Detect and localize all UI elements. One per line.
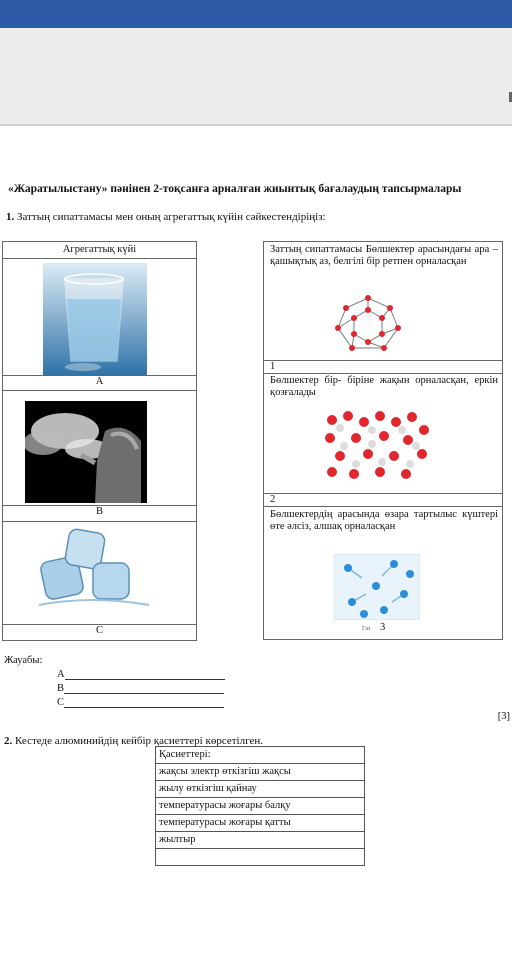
gas-particles-diagram (334, 554, 420, 620)
state-c-label: C (95, 625, 103, 636)
description-1-text: Заттың сипаттамасы Бөлшектер арасындағы ара – қашықтық аз, белгілі бір ретпен орналасқан (270, 244, 498, 267)
state-a-label: A (95, 376, 104, 387)
state-table (2, 241, 197, 641)
properties-table (155, 746, 365, 866)
description-table (263, 241, 503, 640)
solid-lattice-diagram (332, 294, 404, 354)
score-mark: [3] (497, 711, 510, 722)
header-band (0, 28, 512, 126)
question-2-number: 2. (4, 735, 13, 747)
state-table-header: Агрегаттық күйі (3, 242, 196, 259)
description-2-divider (264, 493, 502, 494)
answer-line-a[interactable] (57, 669, 225, 680)
water-glass-image (43, 263, 147, 375)
question-2-text: Кестеде алюминийдің кейбір қасиеттері көрсетілген. (15, 735, 263, 747)
state-a-divider (3, 390, 196, 391)
page-title: «Жаратылыстану» пәнінен 2-тоқсанға арналған жиынтық бағалаудың тапсырмалары (8, 183, 462, 195)
answer-line-b-label: B (57, 683, 65, 694)
top-bar (0, 0, 512, 28)
properties-row: температурасы жоғары балқу (156, 797, 364, 814)
properties-row: жылтыр (156, 831, 364, 848)
properties-row: Қасиеттері: (159, 749, 211, 760)
state-b-divider (3, 521, 196, 522)
liquid-particles-diagram (322, 408, 434, 484)
gas-caption: Газ (362, 626, 371, 632)
ice-cubes-image (31, 525, 153, 613)
properties-row: жылу өткізгіш қайнау (156, 780, 364, 797)
properties-row: жақсы электр өткізгіш жақсы (156, 763, 364, 780)
answer-line-c-label: C (57, 697, 65, 708)
question-1 (6, 211, 326, 223)
description-3-number: 3 (380, 622, 386, 633)
answer-line-c[interactable] (57, 697, 224, 708)
properties-row: температурасы жоғары қатты (156, 814, 364, 831)
answer-line-b[interactable] (57, 683, 224, 694)
description-1-divider (264, 360, 502, 361)
state-b-label: B (95, 506, 103, 517)
answer-line-a-label: A (57, 669, 65, 680)
properties-row (156, 848, 364, 865)
answer-label: Жауабы: (4, 655, 43, 666)
description-1-number: 1 (270, 361, 276, 372)
question-1-text: Заттың сипаттамасы мен оның агрегаттық күйін сәйкестендіріңіз: (17, 211, 326, 223)
description-3-divider-top (264, 506, 502, 507)
question-1-number: 1. (6, 211, 15, 223)
description-2-text: Бөлшектер бір- біріне жақын орналасқан, еркін қозғалады (270, 375, 498, 398)
description-2-divider-top (264, 373, 502, 374)
steam-kettle-image (25, 401, 147, 503)
description-3-text: Бөлшектердің арасында өзара тартылыс күштері өте әлсіз, алшақ орналасқан (270, 509, 498, 532)
description-2-number: 2 (270, 494, 276, 505)
